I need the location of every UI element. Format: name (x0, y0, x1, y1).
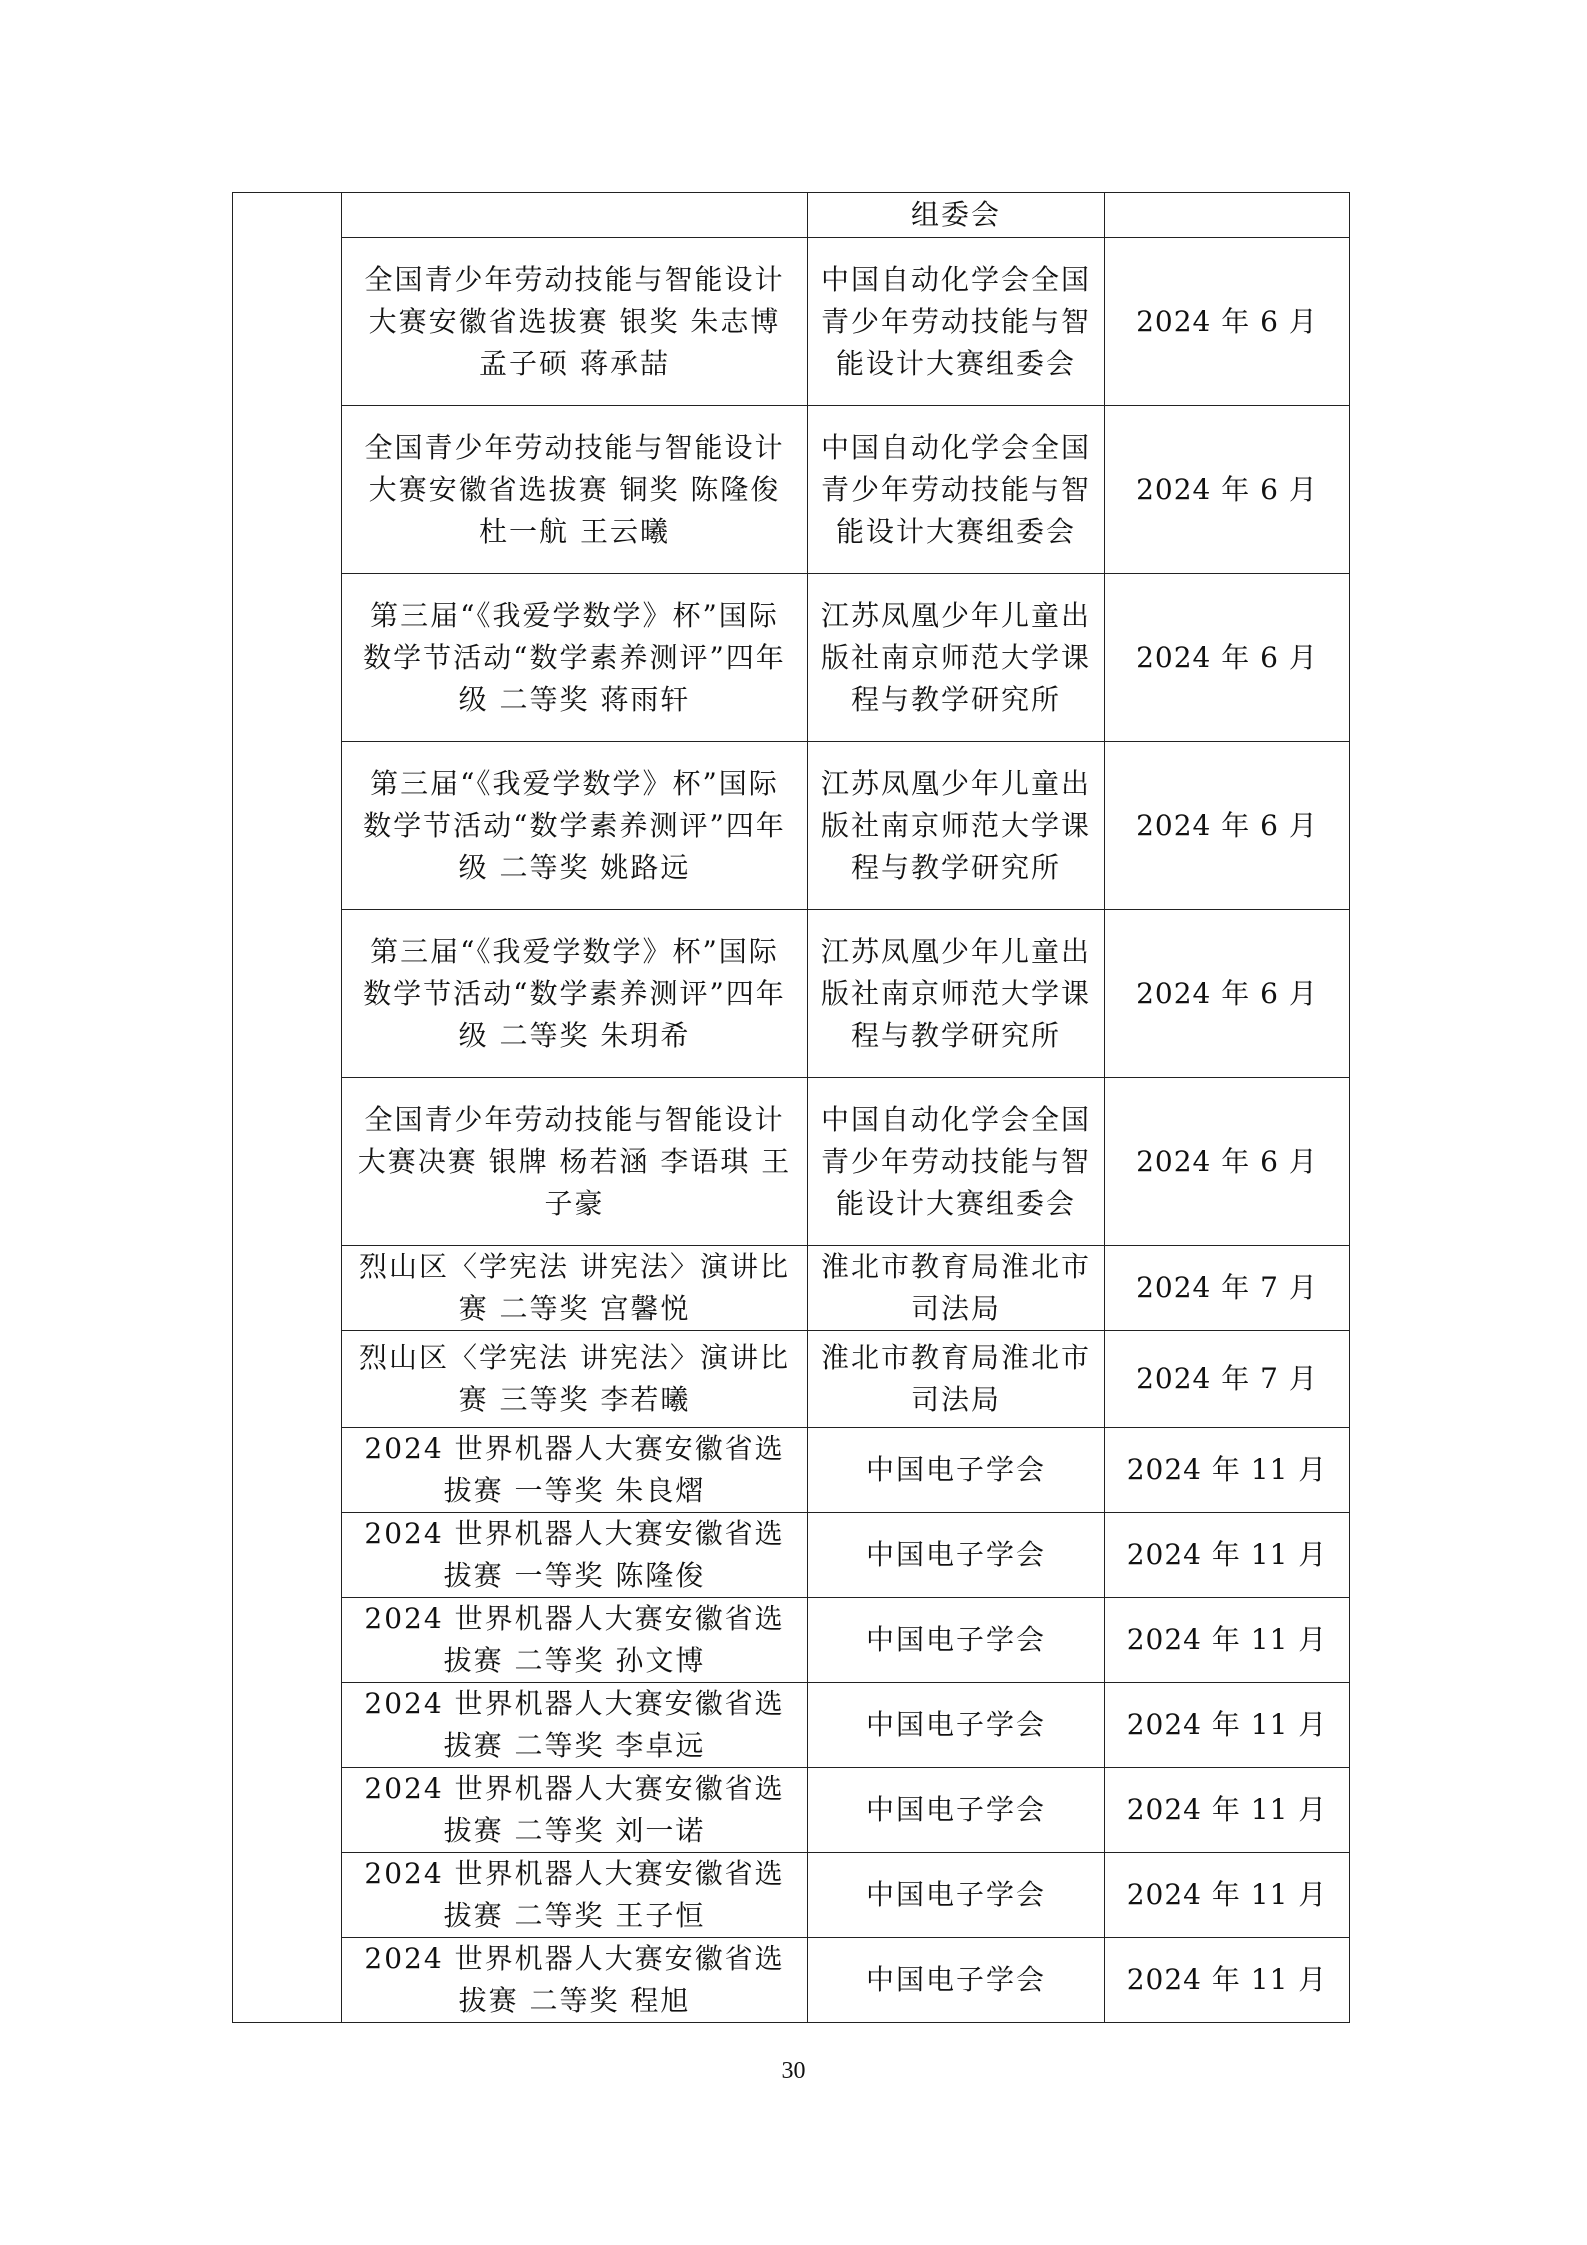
table-row (233, 1246, 1350, 1331)
award-cell: 第三届“《我爱学数学》杯”国际数学节活动“数学素养测评”四年级 二等奖 姚路远 (342, 742, 808, 910)
organizer-cell: 中国电子学会 (808, 1853, 1105, 1938)
table-row (233, 1768, 1350, 1853)
date-cell: 2024 年 11 月 (1105, 1683, 1350, 1768)
date-cell: 2024 年 11 月 (1105, 1853, 1350, 1938)
table-row (233, 1938, 1350, 2023)
date-cell: 2024 年 6 月 (1105, 238, 1350, 406)
date-cell: 2024 年 11 月 (1105, 1513, 1350, 1598)
date-cell: 2024 年 11 月 (1105, 1428, 1350, 1513)
award-cell: 全国青少年劳动技能与智能设计大赛决赛 银牌 杨若涵 李语琪 王子豪 (342, 1078, 808, 1246)
date-cell: 2024 年 7 月 (1105, 1331, 1350, 1428)
table-row (233, 238, 1350, 406)
organizer-cell: 淮北市教育局淮北市司法局 (808, 1246, 1105, 1331)
organizer-cell: 中国电子学会 (808, 1938, 1105, 2023)
table-row (233, 406, 1350, 574)
award-cell: 全国青少年劳动技能与智能设计大赛安徽省选拔赛 铜奖 陈隆俊 杜一航 王云曦 (342, 406, 808, 574)
award-cell (342, 193, 808, 238)
table-row (233, 1683, 1350, 1768)
organizer-cell: 中国电子学会 (808, 1768, 1105, 1853)
award-cell: 2024 世界机器人大赛安徽省选拔赛 二等奖 孙文博 (342, 1598, 808, 1683)
organizer-cell: 中国自动化学会全国青少年劳动技能与智能设计大赛组委会 (808, 406, 1105, 574)
table-row (233, 193, 1350, 238)
table-row (233, 1513, 1350, 1598)
award-cell: 全国青少年劳动技能与智能设计大赛安徽省选拔赛 银奖 朱志博 孟子硕 蒋承喆 (342, 238, 808, 406)
table-row (233, 910, 1350, 1078)
award-cell: 烈山区〈学宪法 讲宪法〉演讲比赛 三等奖 李若曦 (342, 1331, 808, 1428)
date-cell: 2024 年 11 月 (1105, 1598, 1350, 1683)
organizer-cell: 江苏凤凰少年儿童出版社南京师范大学课程与教学研究所 (808, 910, 1105, 1078)
date-cell: 2024 年 11 月 (1105, 1938, 1350, 2023)
table-row (233, 574, 1350, 742)
category-cell (233, 193, 342, 2023)
award-cell: 第三届“《我爱学数学》杯”国际数学节活动“数学素养测评”四年级 二等奖 朱玥希 (342, 910, 808, 1078)
award-cell: 2024 世界机器人大赛安徽省选拔赛 二等奖 程旭 (342, 1938, 808, 2023)
organizer-cell: 组委会 (808, 193, 1105, 238)
organizer-cell: 中国电子学会 (808, 1428, 1105, 1513)
date-cell: 2024 年 6 月 (1105, 574, 1350, 742)
date-cell: 2024 年 6 月 (1105, 742, 1350, 910)
table-row (233, 742, 1350, 910)
award-cell: 2024 世界机器人大赛安徽省选拔赛 二等奖 王子恒 (342, 1853, 808, 1938)
table-row (233, 1331, 1350, 1428)
table-row (233, 1428, 1350, 1513)
date-cell: 2024 年 11 月 (1105, 1768, 1350, 1853)
organizer-cell: 中国自动化学会全国青少年劳动技能与智能设计大赛组委会 (808, 1078, 1105, 1246)
table-row (233, 1078, 1350, 1246)
organizer-cell: 江苏凤凰少年儿童出版社南京师范大学课程与教学研究所 (808, 742, 1105, 910)
awards-table (232, 192, 1350, 2023)
table-row (233, 1853, 1350, 1938)
date-cell: 2024 年 6 月 (1105, 1078, 1350, 1246)
award-cell: 2024 世界机器人大赛安徽省选拔赛 一等奖 陈隆俊 (342, 1513, 808, 1598)
date-cell: 2024 年 7 月 (1105, 1246, 1350, 1331)
organizer-cell: 中国自动化学会全国青少年劳动技能与智能设计大赛组委会 (808, 238, 1105, 406)
organizer-cell: 中国电子学会 (808, 1513, 1105, 1598)
award-cell: 烈山区〈学宪法 讲宪法〉演讲比赛 二等奖 宫馨悦 (342, 1246, 808, 1331)
organizer-cell: 江苏凤凰少年儿童出版社南京师范大学课程与教学研究所 (808, 574, 1105, 742)
organizer-cell: 中国电子学会 (808, 1598, 1105, 1683)
page-number: 30 (781, 2058, 806, 2084)
date-cell: 2024 年 6 月 (1105, 910, 1350, 1078)
organizer-cell: 中国电子学会 (808, 1683, 1105, 1768)
table-row (233, 1598, 1350, 1683)
organizer-cell: 淮北市教育局淮北市司法局 (808, 1331, 1105, 1428)
award-cell: 2024 世界机器人大赛安徽省选拔赛 一等奖 朱良熠 (342, 1428, 808, 1513)
award-cell: 第三届“《我爱学数学》杯”国际数学节活动“数学素养测评”四年级 二等奖 蒋雨轩 (342, 574, 808, 742)
award-cell: 2024 世界机器人大赛安徽省选拔赛 二等奖 刘一诺 (342, 1768, 808, 1853)
date-cell (1105, 193, 1350, 238)
award-cell: 2024 世界机器人大赛安徽省选拔赛 二等奖 李卓远 (342, 1683, 808, 1768)
date-cell: 2024 年 6 月 (1105, 406, 1350, 574)
